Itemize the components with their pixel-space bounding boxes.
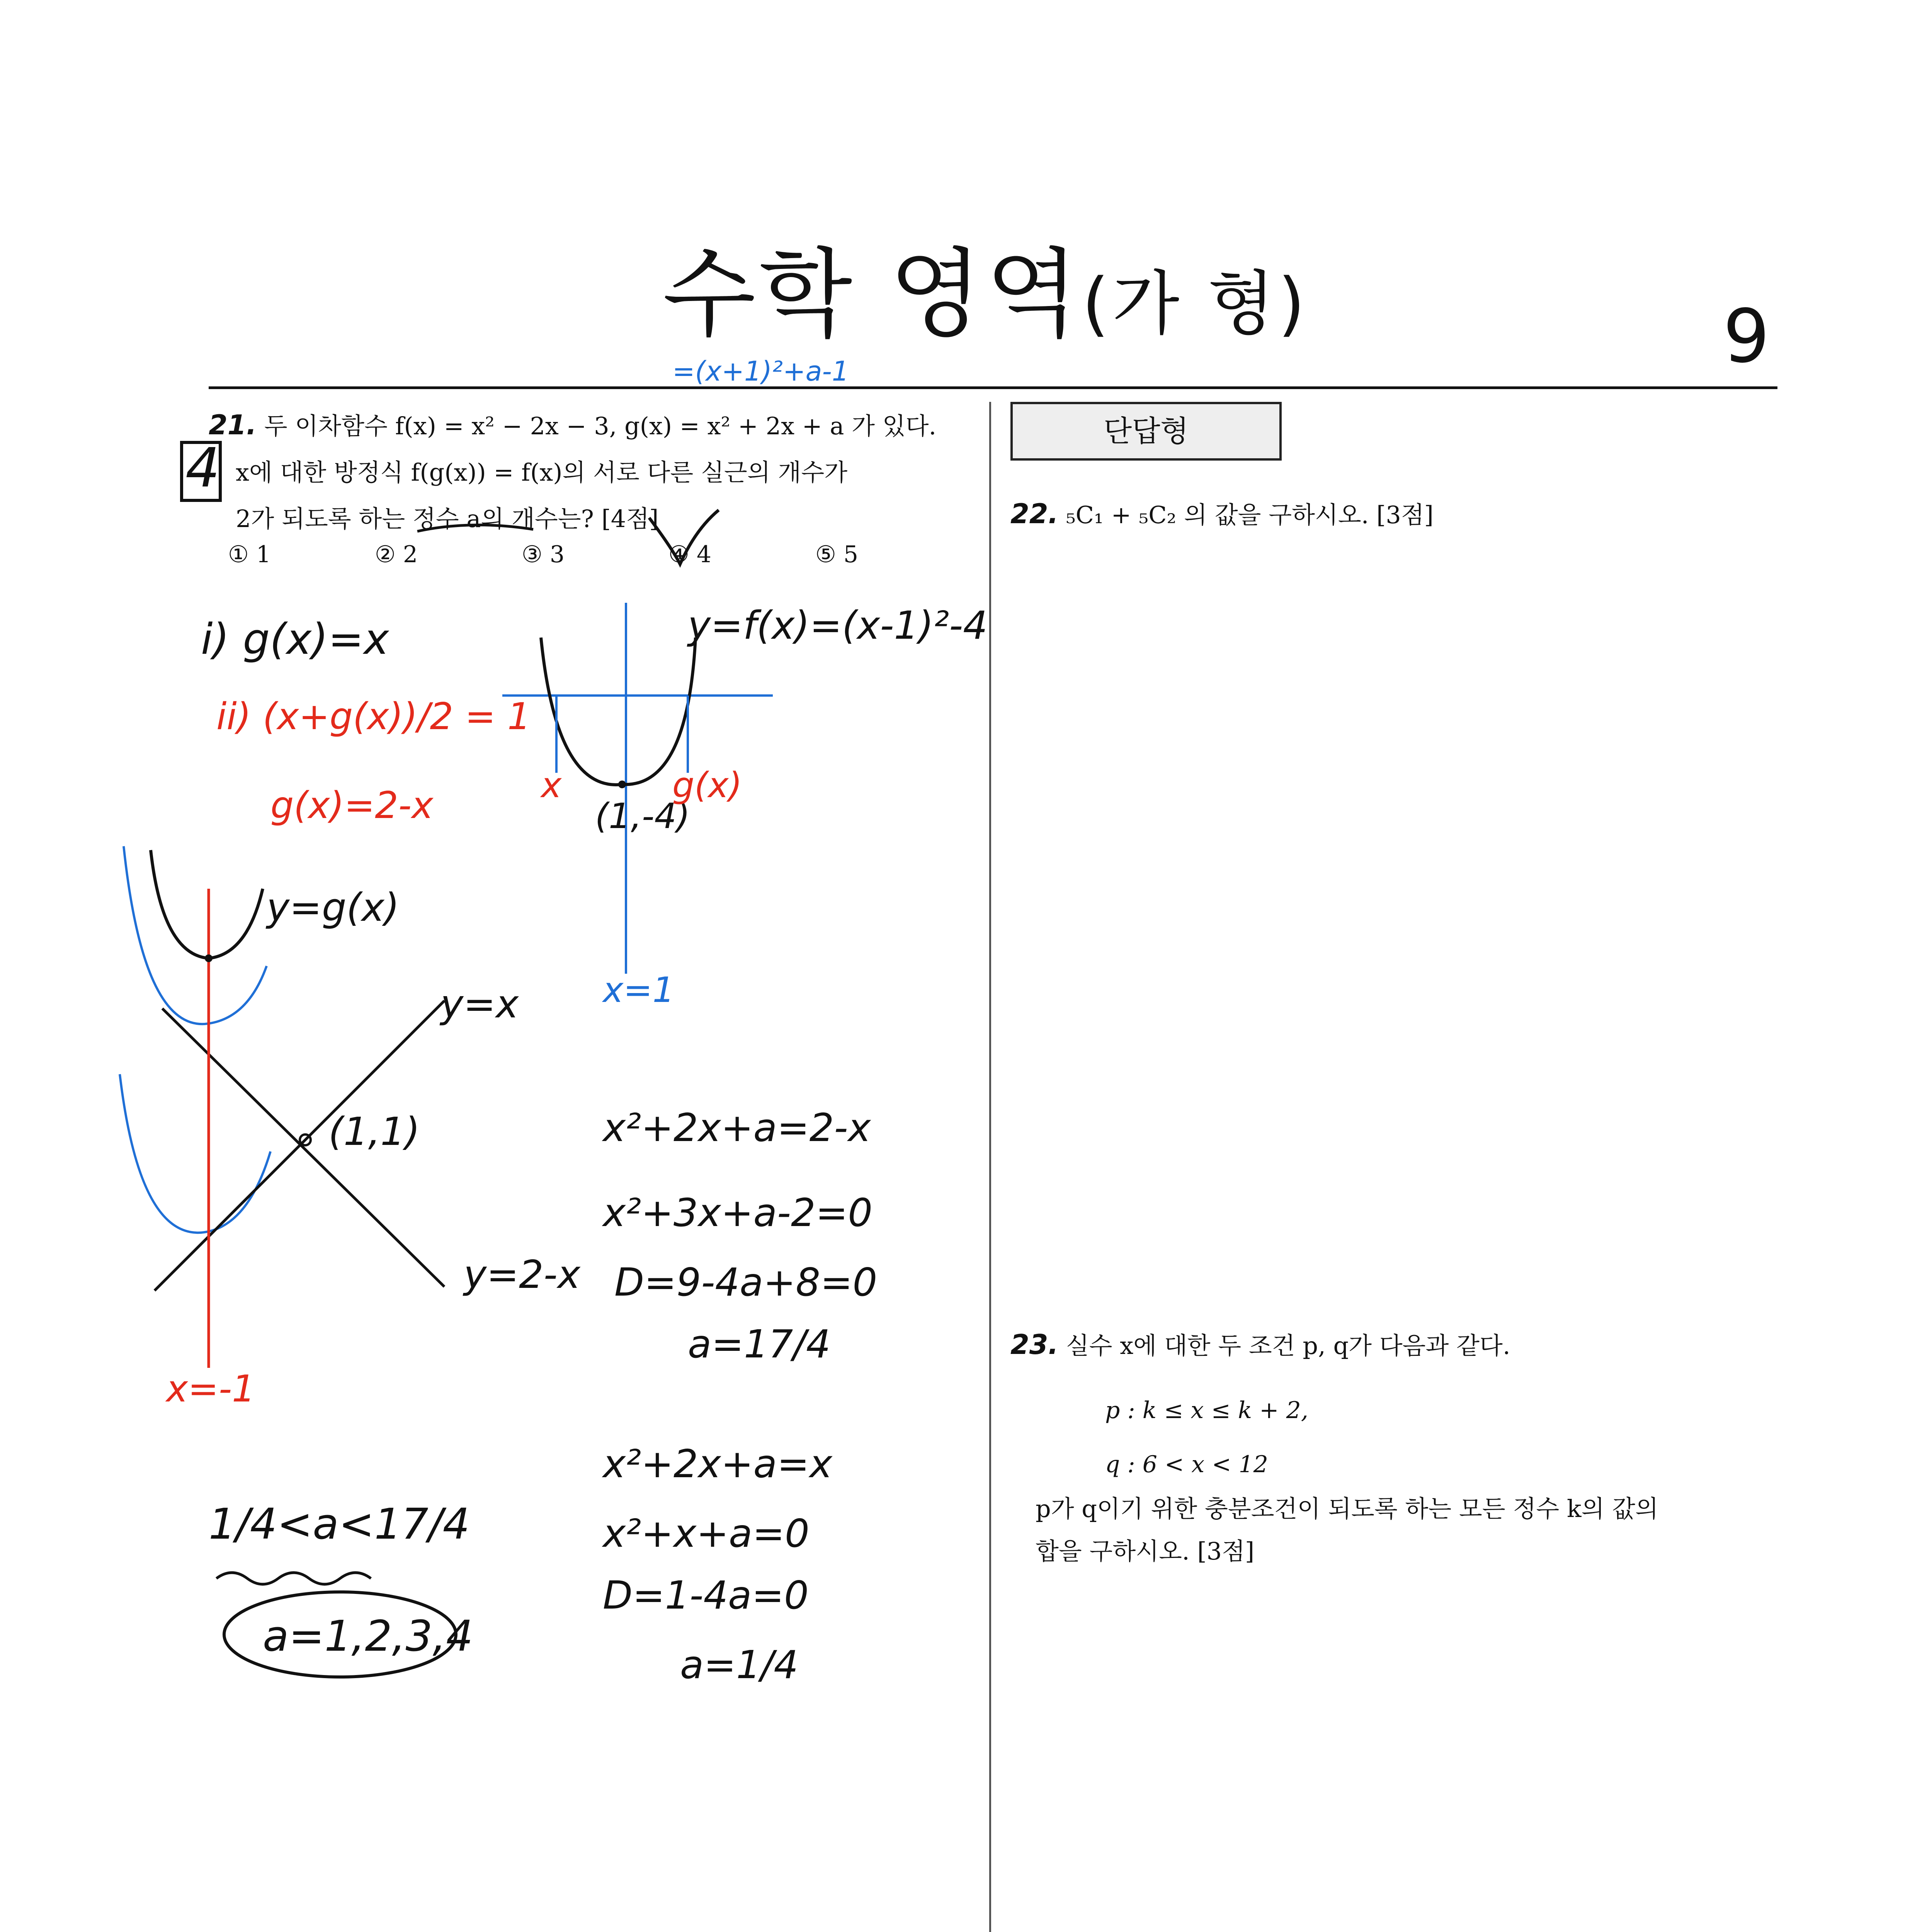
hw-eq-5: x²+2x+a=x — [603, 1441, 832, 1486]
hw-eq-4: a=17/4 — [688, 1321, 831, 1367]
question-21-number: 21. — [209, 409, 257, 441]
page-number: 9 — [1723, 294, 1770, 379]
condition-p: p : k ≤ x ≤ k + 2, — [1105, 1397, 1308, 1424]
hw-y-gx: y=g(x) — [267, 885, 400, 930]
hw-eq-7: D=1-4a=0 — [603, 1573, 809, 1618]
choice-4[interactable]: ④ 4 — [668, 541, 712, 568]
underline-mark — [417, 525, 533, 531]
hw-axis-label: x=1 — [603, 970, 675, 1010]
page-title: 수학 영역(가 형) — [662, 238, 1308, 350]
hw-eq-6: x²+x+a=0 — [603, 1511, 810, 1556]
curve-g-black — [151, 850, 263, 958]
wavy-underline — [216, 1573, 371, 1584]
hw-case-2a: ii) (x+g(x))/2 = 1 — [216, 696, 531, 738]
question-21-line-2: x에 대한 방정식 f(g(x)) = f(x)의 서로 다른 실근의 개수가 — [236, 458, 848, 486]
question-23-text: 실수 x에 대한 두 조건 p, q가 다음과 같다. — [1066, 1332, 1510, 1360]
choice-1[interactable]: ① 1 — [228, 541, 271, 568]
hw-case-2b: g(x)=2-x — [270, 784, 434, 827]
question-21-line-1: 두 이차함수 f(x) = x² − 2x − 3, g(x) = x² + 2x + a 가 있다. — [264, 412, 937, 440]
hw-eq-3: D=9-4a+8=0 — [614, 1260, 878, 1305]
hw-answer: 4 — [185, 437, 220, 500]
check-mark — [649, 510, 719, 564]
question-22-number: 22. — [1010, 498, 1059, 530]
hw-range: 1/4<a<17/4 — [209, 1499, 470, 1549]
hw-y-x: y=x — [440, 981, 519, 1027]
hw-eq-2: x²+3x+a-2=0 — [603, 1190, 873, 1235]
hw-top-note: =(x+1)²+a-1 — [672, 355, 849, 387]
hw-vertex-label: (1,-4) — [595, 796, 690, 837]
question-23-number: 23. — [1010, 1329, 1059, 1361]
hw-root-gx: g(x) — [672, 765, 742, 806]
question-23-tail-2: 합을 구하시오. [3점] — [1036, 1537, 1255, 1565]
choice-3[interactable]: ③ 3 — [522, 541, 565, 568]
hw-parabola-label: y=f(x)=(x-1)²-4 — [688, 603, 988, 648]
choice-2[interactable]: ② 2 — [375, 541, 418, 568]
hw-point: (1,1) — [328, 1109, 420, 1154]
question-23-tail-1: p가 q이기 위한 충분조건이 되도록 하는 모든 정수 k의 값의 — [1036, 1495, 1658, 1523]
hw-eq-1: x²+2x+a=2-x — [603, 1105, 871, 1150]
short-answer-label: 단답형 — [1010, 402, 1282, 461]
hw-y-2-x: y=2-x — [464, 1252, 580, 1297]
min-dot — [205, 954, 213, 962]
hw-result: a=1,2,3,4 — [263, 1611, 473, 1661]
hw-eq-8: a=1/4 — [680, 1642, 799, 1687]
question-21-line-3: 2가 되도록 하는 정수 a의 개수는? [4점] — [236, 505, 659, 533]
hw-root-x: x — [541, 765, 562, 806]
vertex-dot — [618, 781, 626, 788]
choice-5[interactable]: ⑤ 5 — [815, 541, 859, 568]
condition-q: q : 6 < x < 12 — [1105, 1451, 1268, 1478]
parabola-f — [541, 638, 696, 785]
question-22-text: ₅C₁ + ₅C₂ 의 값을 구하시오. [3점] — [1066, 501, 1434, 529]
page-title-sub: (가 형) — [1082, 264, 1308, 344]
hw-x-neg1: x=-1 — [166, 1368, 255, 1410]
hw-case-1: i) g(x)=x — [201, 614, 389, 664]
curve-g-blue-lower — [120, 1074, 270, 1233]
